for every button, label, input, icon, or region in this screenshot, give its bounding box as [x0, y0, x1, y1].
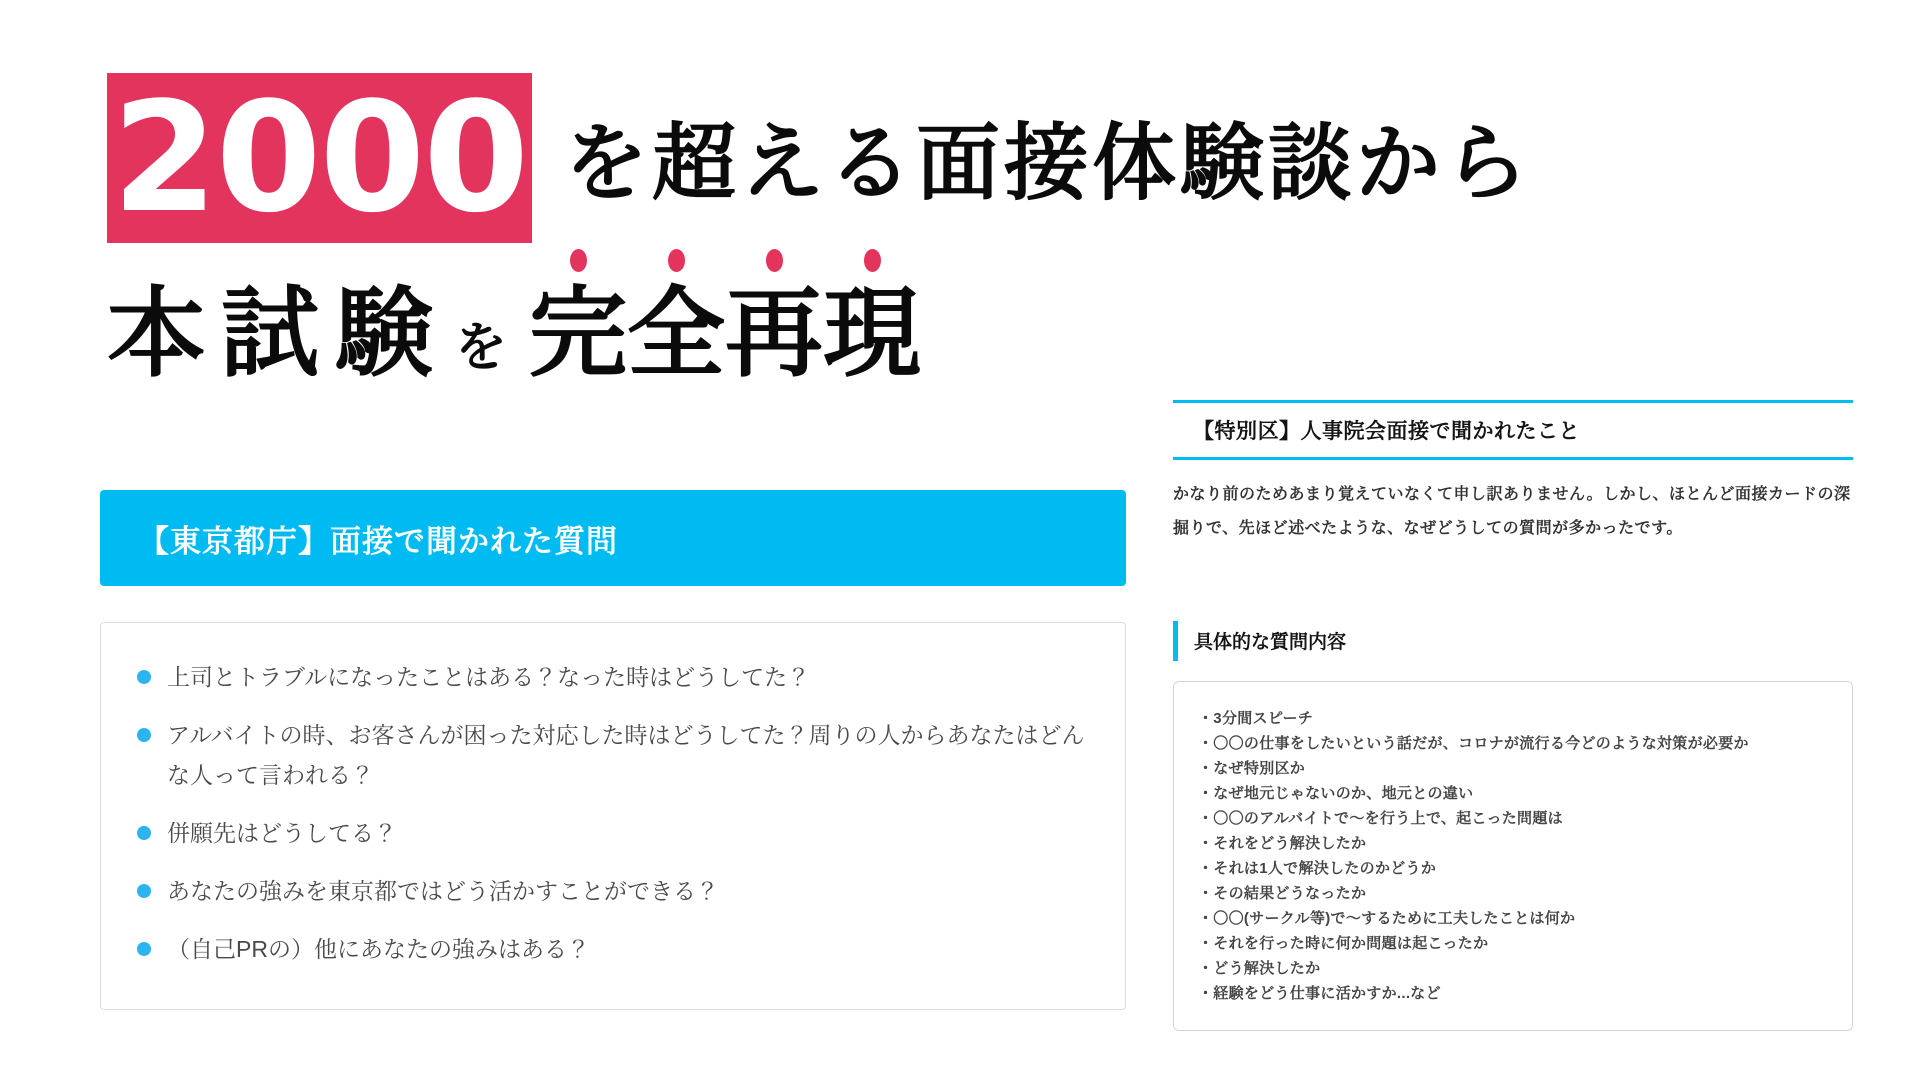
bullet-dot-icon	[137, 670, 151, 684]
question-detail-list	[1198, 706, 1834, 1006]
headline-line2-particle: を	[455, 319, 508, 377]
list-item: ・それは1人で解決したのかどうか	[1198, 859, 1437, 877]
question-detail-box	[1173, 681, 1853, 1031]
list-item: ・なぜ地元じゃないのか、地元との違い	[1198, 784, 1474, 802]
list-item: ・〇〇のアルバイトで～を行う上で、起こった問題は	[1198, 809, 1563, 827]
list-item: ・なぜ特別区か	[1198, 759, 1306, 777]
list-item: ・〇〇の仕事をしたいという話だが、コロナが流行る今どのような対策が必要か	[1198, 734, 1749, 752]
tokubetsu-ku-panel	[1173, 400, 1853, 1031]
section-header-text: 具体的な質問内容	[1194, 632, 1347, 654]
emphasis-dot-icon	[766, 249, 783, 272]
emphasized-char	[823, 249, 922, 388]
bullet-dot-icon	[137, 942, 151, 956]
tokyo-metro-panel-title: 【東京都庁】面接で聞かれた質問	[138, 523, 618, 559]
list-item: ・〇〇(サークル等)で～するために工夫したことは何か	[1198, 909, 1576, 927]
emphasis-dot-icon	[864, 249, 881, 272]
headline-row2	[107, 249, 922, 388]
emphasized-glyph: 再	[725, 278, 824, 388]
tokubetsu-ku-panel-title: 【特別区】人事院会面接で聞かれたこと	[1173, 400, 1853, 460]
list-item	[137, 929, 1105, 969]
emphasized-glyph: 完	[529, 278, 628, 388]
bullet-dot-icon	[137, 728, 151, 742]
tokyo-metro-question-box	[100, 622, 1126, 1010]
headline-line1: を超える面接体験談から	[564, 116, 1533, 210]
tokyo-metro-question-list	[137, 657, 1105, 969]
list-item: ・それを行った時に何か問題は起こったか	[1198, 934, 1489, 952]
list-item: ・その結果どうなったか	[1198, 884, 1367, 902]
emphasized-char	[725, 249, 824, 388]
headline-row1	[107, 69, 1533, 246]
list-item-text: アルバイトの時、お客さんが困った対応した時はどうしてた？周りの人からあなたはどんな人って言われる？	[167, 722, 1085, 788]
list-item-text: （自己PRの）他にあなたの強みはある？	[167, 936, 590, 962]
emphasis-dot-icon	[570, 249, 587, 272]
emphasis-dot-icon	[668, 249, 685, 272]
list-item	[137, 657, 1105, 697]
list-item: ・3分間スピーチ	[1198, 709, 1314, 727]
emphasized-glyph: 現	[823, 278, 922, 388]
section-header	[1173, 621, 1853, 661]
emphasized-char	[627, 249, 726, 388]
count-badge: 2000	[107, 73, 532, 243]
experience-paragraph: かなり前のためあまり覚えていなくて申し訳ありません。しかし、ほとんど面接カードの深掘りで、先ほど述べたような、なぜどうしての質問が多かったです。	[1173, 486, 1851, 538]
headline-line2-prefix: 本試験	[107, 278, 450, 388]
list-item: ・経験をどう仕事に活かすか...など	[1198, 984, 1441, 1002]
emphasized-glyph: 全	[627, 278, 726, 388]
emphasized-char	[529, 249, 628, 388]
list-item	[137, 871, 1105, 911]
tokyo-metro-panel-header	[100, 490, 1126, 586]
list-item: ・それをどう解決したか	[1198, 834, 1367, 852]
section-accent-bar	[1173, 621, 1178, 661]
list-item: ・どう解決したか	[1198, 959, 1321, 977]
list-item	[137, 715, 1105, 795]
list-item-text: あなたの強みを東京都ではどう活かすことができる？	[167, 878, 719, 904]
list-item-text: 上司とトラブルになったことはある？なった時はどうしてた？	[167, 664, 811, 690]
list-item-text: 併願先はどうしてる？	[167, 820, 397, 846]
headline-line2-emphasis	[529, 249, 922, 388]
list-item	[137, 813, 1105, 853]
tokyo-metro-panel	[100, 490, 1126, 1010]
bullet-dot-icon	[137, 826, 151, 840]
bullet-dot-icon	[137, 884, 151, 898]
